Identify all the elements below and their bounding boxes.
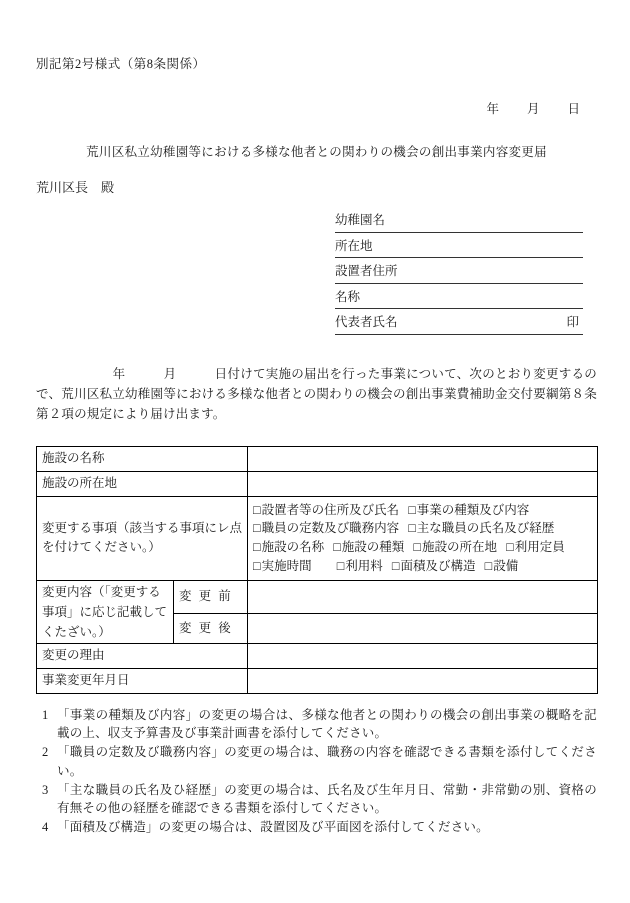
applicant-fields	[335, 207, 583, 335]
checkbox-option[interactable]	[253, 540, 324, 554]
page-title: 荒川区私立幼稚園等における多様な他者との関わりの機会の創出事業内容変更届	[86, 144, 547, 159]
checkbox-icon[interactable]: □	[253, 521, 261, 536]
field-representative-name	[335, 309, 583, 335]
footnote-number: 4	[42, 820, 49, 835]
footnote-text: 「主な職員の氏名及ひ経歴」の変更の場合は、氏名及び生年月日、常勤・非常勤の別、資格の有無その他の経歴を確認できる書類を添付してください。	[57, 782, 597, 816]
checkbox-icon[interactable]: □	[336, 558, 345, 573]
field-label: 所在地	[335, 238, 373, 253]
footnotes	[42, 706, 597, 837]
change-detail-label: 変更内容（「変更する事項」に応じ記載してくたざい。）	[37, 580, 174, 643]
option-label: 設置者等の住所及び氏名	[261, 502, 400, 517]
checkbox-icon[interactable]: □	[408, 521, 416, 536]
checkbox-line	[253, 557, 592, 576]
checkbox-option[interactable]	[333, 540, 404, 554]
checkbox-icon[interactable]: □	[253, 502, 261, 517]
date-line: 年 月 日	[486, 102, 581, 117]
checkbox-icon[interactable]: □	[408, 502, 416, 517]
checkbox-icon[interactable]: □	[253, 540, 261, 555]
body-paragraph: 年 月 日付けて実施の届出を行った事業について、次のとおり変更するので、荒川区私立幼稚園等における多様な他者との関わりの機会の創出事業費補助金交付要綱第８条第２項の規定により届け出ます。	[36, 366, 597, 422]
change-form-table	[36, 446, 598, 694]
footnote-text: 「職員の定数及び職務内容」の変更の場合は、職務の内容を確認できる書類を添付してください。	[57, 745, 597, 778]
footnote-2	[42, 743, 597, 781]
checkbox-option[interactable]	[485, 559, 519, 573]
field-kindergarten-name	[335, 207, 583, 233]
option-label: 実施時間	[261, 558, 312, 573]
footnote-number: 2	[42, 745, 49, 760]
checkbox-icon[interactable]: □	[253, 558, 261, 573]
field-label: 設置者住所	[335, 264, 398, 279]
change-date-input[interactable]	[248, 668, 598, 693]
option-label: 事業の種類及び内容	[416, 502, 530, 517]
footnote-3	[42, 781, 597, 819]
footnote-number: 3	[42, 782, 49, 797]
checkbox-icon[interactable]: □	[391, 558, 400, 573]
checkbox-icon[interactable]: □	[484, 558, 493, 573]
checkbox-option[interactable]	[408, 521, 554, 535]
checkbox-line	[253, 501, 592, 520]
footnote-4	[42, 818, 597, 837]
footnote-1	[42, 706, 597, 744]
option-label: 面積及び構造	[400, 558, 476, 573]
checkbox-option[interactable]	[253, 559, 312, 573]
option-label: 職員の定数及び職務内容	[261, 521, 400, 536]
facility-name-input[interactable]	[248, 446, 598, 471]
field-label: 名称	[335, 289, 361, 304]
option-label: 施設の所在地	[421, 540, 497, 555]
before-change-input[interactable]	[248, 580, 598, 613]
checkbox-icon[interactable]: □	[506, 540, 514, 555]
seal-mark: 印	[566, 315, 579, 330]
field-location	[335, 233, 583, 259]
before-change-label: 変 更 前	[174, 580, 248, 613]
change-reason-label: 変更の理由	[37, 643, 248, 668]
after-change-input[interactable]	[248, 613, 598, 643]
checkbox-option[interactable]	[253, 503, 399, 517]
footnote-number: 1	[42, 707, 49, 722]
checkbox-icon[interactable]: □	[413, 540, 421, 555]
checkbox-option[interactable]	[253, 521, 399, 535]
field-founder-name	[335, 284, 583, 310]
option-label: 利用定員	[514, 540, 565, 555]
field-label: 代表者氏名	[335, 315, 398, 330]
checkbox-option[interactable]	[337, 559, 383, 573]
change-date-label: 事業変更年月日	[37, 668, 248, 693]
checkbox-option[interactable]	[392, 559, 476, 573]
option-label: 施設の種類	[341, 540, 405, 555]
after-change-label: 変 更 後	[174, 613, 248, 643]
field-label: 幼稚園名	[335, 213, 386, 228]
footnote-text: 「事業の種類及び内容」の変更の場合は、多様な他者との関わりの機会の創出事業の概略を記載の上、収支予算書及び事業計画書を添付してください。	[57, 707, 597, 741]
facility-address-input[interactable]	[248, 471, 598, 496]
checkbox-line	[253, 538, 592, 557]
checkbox-option[interactable]	[413, 540, 497, 554]
change-items-label: 変更する事項（該当する事項にレ点を付けてください。）	[37, 496, 248, 580]
checkbox-option[interactable]	[408, 503, 529, 517]
option-label: 設備	[493, 558, 519, 573]
change-reason-input[interactable]	[248, 643, 598, 668]
facility-name-label: 施設の名称	[37, 446, 248, 471]
checkbox-icon[interactable]: □	[333, 540, 341, 555]
option-label: 施設の名称	[261, 540, 325, 555]
checkbox-option[interactable]	[506, 540, 565, 554]
checkbox-line	[253, 519, 592, 538]
option-label: 主な職員の氏名及び経歴	[416, 521, 555, 536]
footnote-text: 「面積及び構造」の変更の場合は、設置図及び平面図を添付してください。	[57, 820, 489, 835]
form-code: 別記第2号様式（第8条関係）	[36, 57, 206, 71]
change-items-options	[248, 496, 598, 580]
facility-address-label: 施設の所在地	[37, 471, 248, 496]
option-label: 利用料	[345, 558, 383, 573]
field-founder-address	[335, 258, 583, 284]
addressee: 荒川区長 殿	[36, 180, 115, 196]
